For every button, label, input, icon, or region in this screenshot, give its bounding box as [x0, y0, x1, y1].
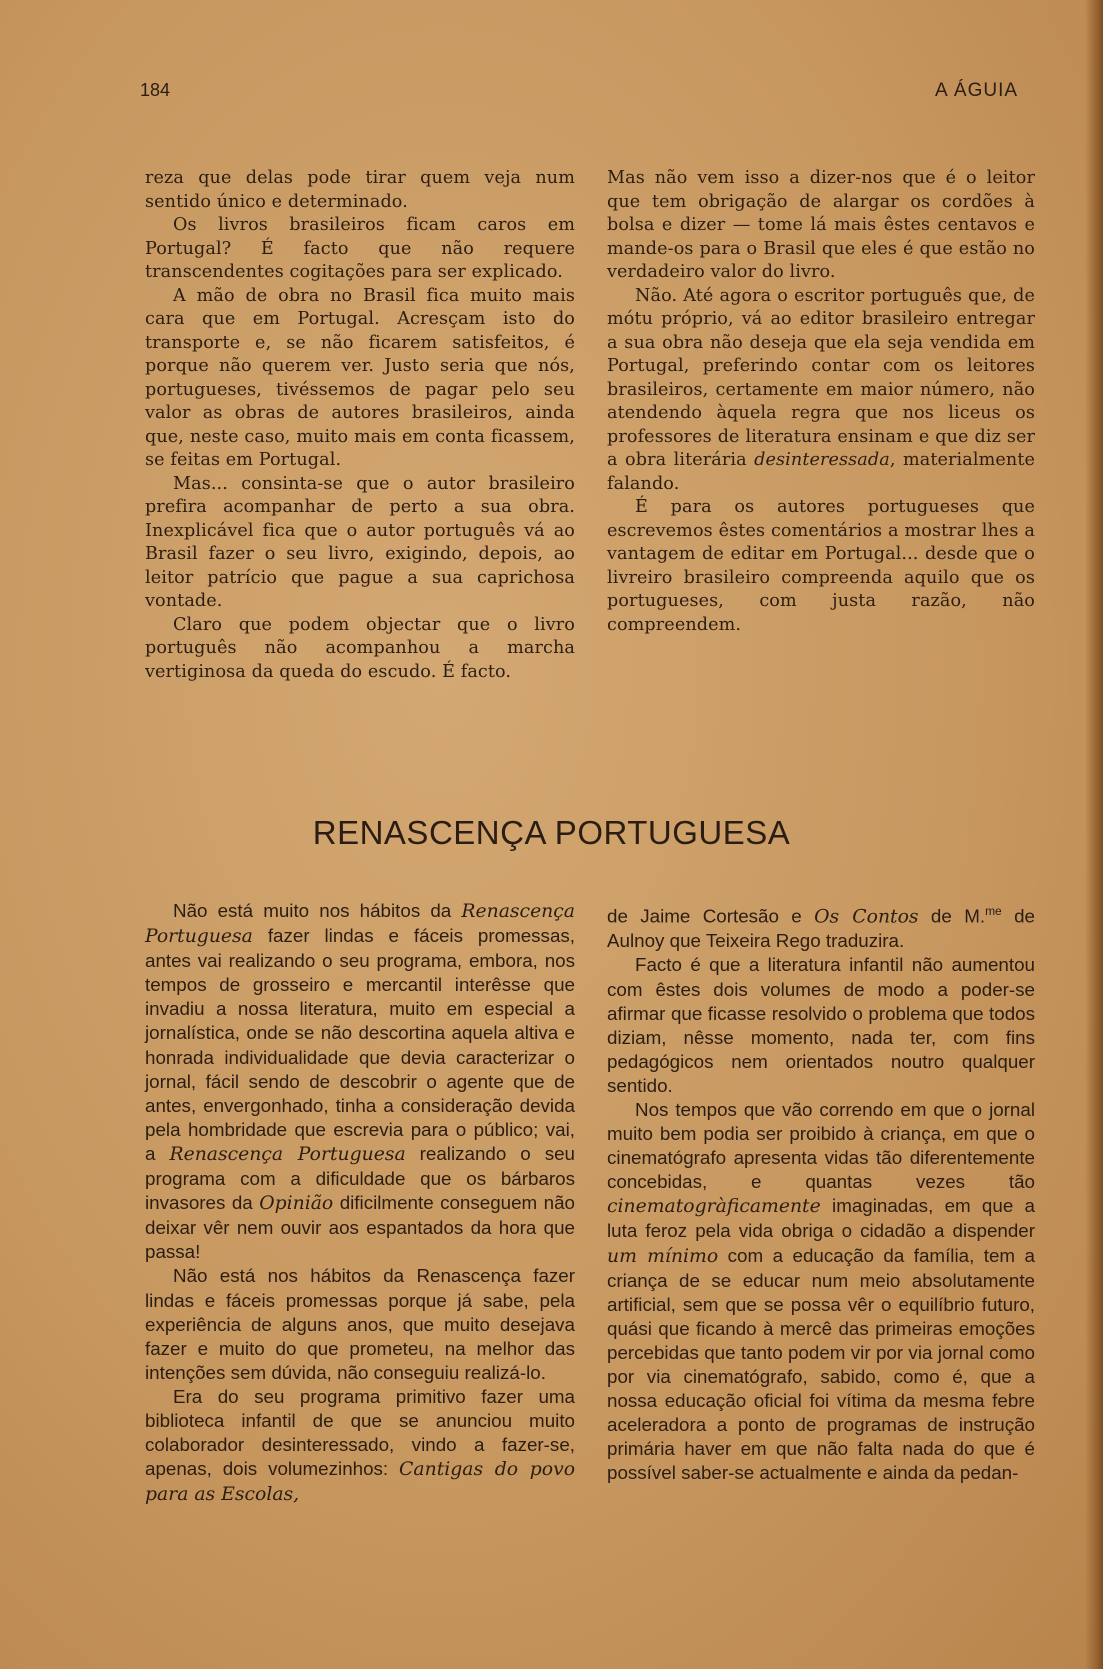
running-title: A ÁGUIA — [935, 80, 1019, 101]
italic-term: Opinião — [259, 1193, 334, 1215]
italic-term: Os Contos — [814, 906, 919, 928]
italic-term: desinteressada — [754, 450, 890, 470]
text-run: de Aulnoy que Teixeira Rego traduzira. — [607, 905, 1035, 952]
text-run: dificilmente conseguem não deixar vêr nem ouvir aos espantados da hora que passa! — [145, 1192, 575, 1263]
upper-left-column — [145, 167, 575, 684]
paragraph: Mas... consinta-se que o autor brasileiro prefira acompanhar de perto a sua obra. Inexplicável fica que o autor português vá ao Brasil fazer o seu livro, exigindo, depois, ao leitor patrício que pague a sua caprichosa vontade. — [145, 473, 575, 611]
italic-term: um mínimo — [607, 1245, 719, 1267]
italic-term: Cantigas do povo para as Escolas, — [145, 1459, 576, 1506]
paragraph — [607, 1098, 1035, 1486]
text-run: de M. — [918, 905, 986, 927]
paragraph — [607, 899, 1035, 953]
text-run: de Jaime Cortesão e — [607, 905, 815, 927]
text-run: Não. Até agora o escritor português que, de mótu próprio, vá ao editor brasileiro entregar a sua obra não deseja que ela seja vendida em Portugal, preferindo contar com os leitores brasileiros, certamente em maior número, não atendendo àquela regra que nos liceus os professores de literatura ensinam e que diz ser a obra literária — [607, 285, 1035, 470]
italic-term: Renascença Portuguesa — [169, 1143, 406, 1165]
section-title: RENASCENÇA PORTUGUESA — [312, 814, 791, 852]
paragraph: Mas não vem isso a dizer-nos que é o leitor que tem obrigação de alargar os cordões à bolsa e dizer — tome lá mais êstes centavos e mande-os para o Brasil que eles é que estão no verdadeiro valor do livro. — [607, 168, 1035, 282]
page-number: 184 — [140, 80, 171, 100]
superscript: me — [985, 904, 1002, 918]
text-run: , materialmente falando. — [607, 450, 1036, 494]
italic-term: cinematogràficamente — [607, 1196, 821, 1218]
text-run: com a educação da família, tem a criança de se educar num meio absolutamente artificial, sem que se possa vêr o equilíbrio futuro, quási que ficando à mercê das primeiras emoções percebidas que tanto podem vir por via jornal como por via cinematógrafo, sabido, como é, que a nossa educação oficial foi vítima da mesma febre aceleradora a ponto de programas de instrução primária haver em que não falta nada do que é possível saber-se actualmente e ainda da pedan- — [607, 1244, 1035, 1484]
text-run: realizando o seu programa com a dificuldade que os bárbaros invasores da — [145, 1142, 575, 1214]
paragraph: É para os autores portugueses que escrevemos êstes comentários a mostrar lhes a vantagem de editar em Portugal... desde que o livreiro brasileiro compreenda aquilo que os portugueses, com justa razão, não compreendem. — [607, 497, 1035, 635]
text-run: imaginadas, em que a luta feroz pela vida obriga o cidadão a dispender — [607, 1195, 1035, 1242]
upper-right-column — [607, 167, 1035, 637]
paragraph — [145, 1385, 575, 1507]
paragraph: A mão de obra no Brasil fica muito mais cara que em Portugal. Acresçam isto do transporte e, se não ficarem satisfeitos, é porque não querem ver. Justo seria que nós, portugueses, tivéssemos de pagar pelo seu valor as obras de autores brasileiros, ainda que, neste caso, muito mais em conta ficassem, se feitas em Portugal. — [145, 285, 575, 470]
text-run: fazer lindas e fáceis promessas, antes vai realizando o seu programa, embora, nos tempos de grosseiro e mercantil interêsse que invadiu a nossa literatura, muito em especial a jornalística, onde se não descortina aquela altiva e honrada individualidade que devia caracterizar o jornal, fácil sendo de descobrir o agente que de antes, envergonhado, tinha a consideração devida pela hombridade que escrevia para o público; vai, a — [145, 925, 575, 1164]
paragraph: Não está nos hábitos da Renascença fazer lindas e fáceis promessas porque já sabe, pela experiência de alguns anos, que muito desejava fazer e muito do que prometeu, na melhor das intenções sem dúvida, não conseguiu realizá-lo. — [145, 1265, 575, 1383]
paragraph: Os livros brasileiros ficam caros em Portugal? É facto que não requere transcendentes cogitações para ser explicado. — [145, 215, 575, 282]
paragraph — [607, 285, 1035, 497]
lower-right-column — [607, 899, 1035, 1486]
italic-term: Renascença Portuguesa — [145, 901, 575, 948]
paragraph: Claro que podem objectar que o livro português não acompanhou a marcha vertiginosa da queda do escudo. É facto. — [145, 614, 575, 682]
paragraph: Facto é que a literatura infantil não aumentou com êstes dois volumes de modo a poder-se afirmar que ficasse resolvido o problema que todos diziam, nêsse momento, nada ter, com fins pedagógicos nem orientados noutro qualquer sentido. — [607, 954, 1035, 1096]
text-run: Não está muito nos hábitos da — [173, 900, 462, 921]
lower-left-column — [145, 899, 575, 1507]
text-run: Era do seu programa primitivo fazer uma biblioteca infantil de que se anunciou muito colaborador desinteressado, vindo a fazer-se, apenas, dois volumezinhos: — [145, 1385, 575, 1480]
text-run: Nos tempos que vão correndo em que o jornal muito bem podia ser proibido à criança, em que o cinematógrafo apresenta vidas tão diferentemente concebidas, e quantas vezes tão — [607, 1099, 1035, 1193]
paragraph — [145, 899, 575, 1264]
paragraph: reza que delas pode tirar quem veja num sentido único e determinado. — [145, 168, 575, 212]
